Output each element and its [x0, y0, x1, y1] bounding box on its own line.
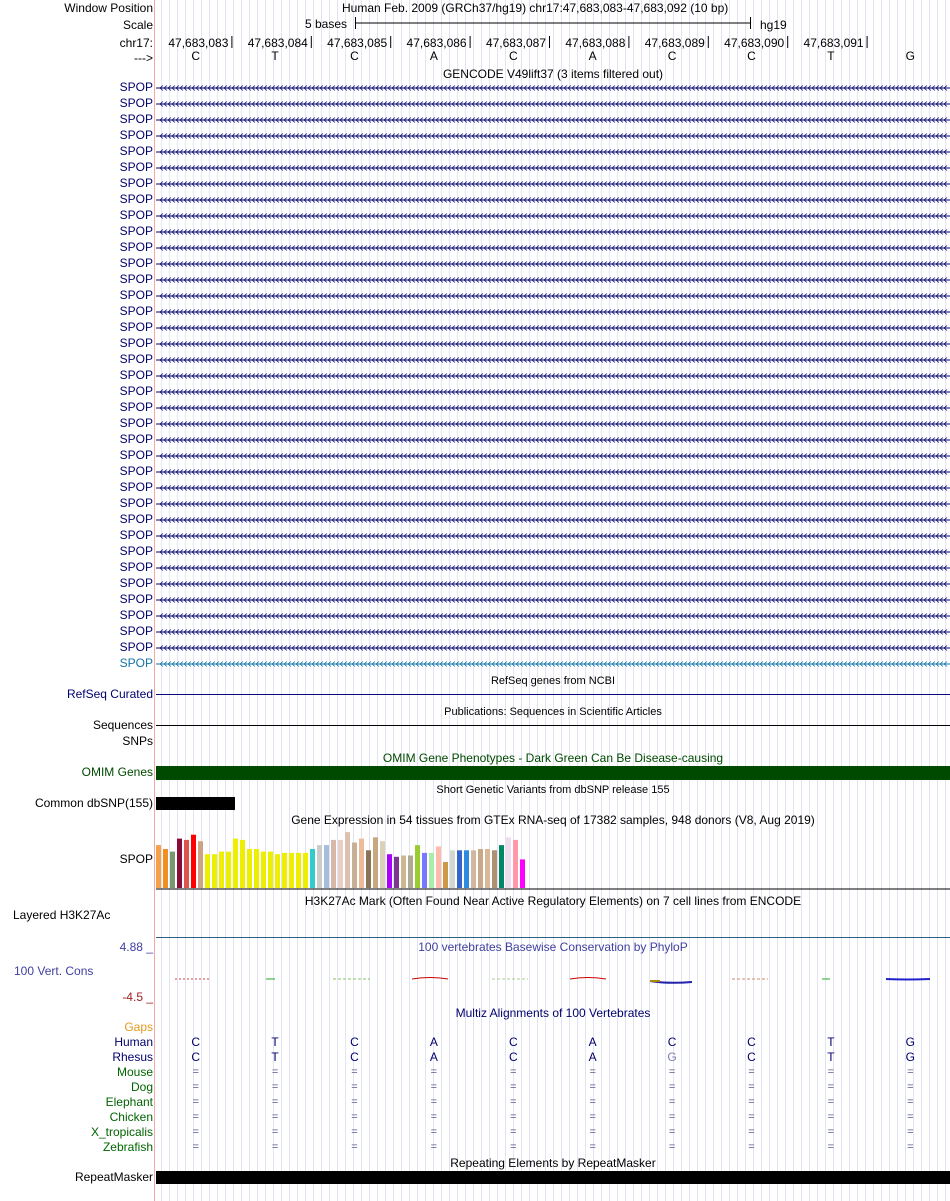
species-label[interactable]: X_tropicalis: [90, 1125, 153, 1139]
rhesus-base: T: [271, 1050, 279, 1064]
gencode-gene-label[interactable]: SPOP: [119, 464, 153, 478]
rhesus-base: C: [191, 1050, 201, 1064]
gencode-gene-label[interactable]: SPOP: [119, 416, 153, 430]
phylop-label[interactable]: 100 Vert. Cons: [14, 964, 94, 978]
gtex-tissue-bar[interactable]: [338, 840, 343, 888]
strand-label: --->: [134, 51, 153, 65]
omim-label[interactable]: OMIM Genes: [81, 765, 153, 779]
gencode-gene-label[interactable]: SPOP: [119, 592, 153, 606]
position-label: 47,683,088: [565, 36, 626, 50]
gtex-tissue-bar[interactable]: [240, 840, 245, 888]
species-label[interactable]: Zebrafish: [102, 1140, 153, 1154]
gencode-gene-label[interactable]: SPOP: [119, 112, 153, 126]
gtex-tissue-bar[interactable]: [268, 852, 273, 888]
dbsnp-label[interactable]: Common dbSNP(155): [34, 796, 153, 810]
dbsnp-variant-bar[interactable]: [156, 797, 235, 810]
alignment-match: =: [589, 1066, 596, 1078]
window-position-label: Window Position: [64, 1, 153, 15]
gencode-gene-label[interactable]: SPOP: [119, 80, 153, 94]
base-letter: G: [905, 49, 915, 63]
phylop-title: 100 vertebrates Basewise Conservation by PhyloP: [418, 940, 688, 954]
alignment-match: =: [510, 1096, 517, 1108]
omim-gene-bar[interactable]: [156, 766, 950, 780]
omim-title: OMIM Gene Phenotypes - Dark Green Can Be Disease-causing: [382, 751, 724, 765]
alignment-match: =: [907, 1141, 914, 1153]
alignment-match: =: [668, 1066, 676, 1078]
gtex-expression-bars[interactable]: [156, 832, 525, 888]
gencode-gene-label[interactable]: SPOP: [119, 608, 153, 622]
alignment-match: =: [192, 1126, 199, 1138]
gtex-tissue-bar[interactable]: [170, 852, 175, 888]
alignment-match: =: [271, 1066, 279, 1078]
gencode-gene-label[interactable]: SPOP: [119, 480, 153, 494]
gtex-tissue-bar[interactable]: [492, 850, 497, 888]
alignment-match: =: [827, 1096, 835, 1108]
base-letter: T: [827, 49, 835, 63]
alignment-match: =: [827, 1066, 835, 1078]
repeatmasker-label[interactable]: RepeatMasker: [74, 1170, 153, 1184]
gtex-tissue-bar[interactable]: [282, 853, 287, 888]
gencode-gene-label[interactable]: SPOP: [119, 624, 153, 638]
gencode-gene-label[interactable]: SPOP: [119, 208, 153, 222]
base-letter: C: [508, 49, 518, 63]
gtex-tissue-bar[interactable]: [254, 849, 259, 888]
position-label: 47,683,089: [644, 36, 705, 50]
gtex-tissue-bar[interactable]: [380, 841, 385, 888]
gtex-tissue-bar[interactable]: [415, 845, 420, 888]
gtex-tissue-bar[interactable]: [205, 854, 210, 888]
rhesus-base: T: [827, 1050, 835, 1064]
alignment-match: =: [510, 1066, 517, 1078]
alignment-match: =: [192, 1066, 199, 1078]
repeatmasker-title: Repeating Elements by RepeatMasker: [450, 1156, 656, 1170]
refseq-title: RefSeq genes from NCBI: [490, 675, 616, 687]
gaps-label[interactable]: Gaps: [124, 1020, 153, 1034]
human-base: C: [350, 1035, 359, 1049]
base-letter: C: [747, 49, 756, 63]
gtex-tissue-bar[interactable]: [401, 856, 406, 889]
phylop-min: -4.5 _: [122, 990, 153, 1004]
species-label[interactable]: Chicken: [109, 1110, 153, 1124]
gtex-tissue-bar[interactable]: [352, 843, 357, 889]
alignment-match: =: [271, 1111, 279, 1123]
alignment-match: =: [907, 1081, 914, 1093]
alignment-match: =: [351, 1066, 358, 1078]
rhesus-base: C: [747, 1050, 756, 1064]
rhesus-base: A: [429, 1050, 438, 1064]
rhesus-base: G: [905, 1050, 915, 1064]
gencode-gene-label[interactable]: SPOP: [119, 96, 153, 110]
gencode-gene-label[interactable]: SPOP: [119, 256, 153, 270]
gtex-tissue-bar[interactable]: [296, 853, 301, 888]
gtex-tissue-bar[interactable]: [464, 850, 469, 888]
alignment-match: =: [589, 1096, 596, 1108]
human-base: A: [429, 1035, 438, 1049]
alignment-match: =: [271, 1096, 279, 1108]
alignment-match: =: [668, 1081, 676, 1093]
alignment-match: =: [748, 1096, 755, 1108]
human-base: C: [667, 1035, 677, 1049]
gtex-tissue-bar[interactable]: [177, 839, 182, 888]
gtex-tissue-bar[interactable]: [163, 849, 168, 888]
gtex-tissue-bar[interactable]: [443, 862, 448, 888]
gencode-gene-label[interactable]: SPOP: [119, 384, 153, 398]
gtex-tissue-bar[interactable]: [429, 853, 434, 888]
gencode-gene-label[interactable]: SPOP: [119, 128, 153, 142]
alignment-match: =: [192, 1141, 199, 1153]
gtex-tissue-bar[interactable]: [317, 845, 322, 888]
gtex-tissue-bar[interactable]: [485, 849, 490, 888]
snps-label[interactable]: SNPs: [122, 734, 153, 748]
base-letter: C: [350, 49, 359, 63]
gencode-gene-label[interactable]: SPOP: [119, 272, 153, 286]
gtex-tissue-bar[interactable]: [366, 850, 371, 888]
position-label: 47,683,086: [406, 36, 467, 50]
alignment-match: =: [510, 1141, 517, 1153]
gencode-gene-label[interactable]: SPOP: [119, 192, 153, 206]
alignment-match: =: [589, 1081, 596, 1093]
gtex-tissue-bar[interactable]: [226, 852, 231, 888]
gtex-tissue-bar[interactable]: [408, 856, 413, 889]
gtex-tissue-bar[interactable]: [359, 839, 364, 888]
gtex-tissue-bar[interactable]: [233, 839, 238, 888]
scale-label: Scale: [122, 18, 153, 32]
alignment-match: =: [351, 1141, 358, 1153]
gtex-tissue-bar[interactable]: [156, 845, 161, 888]
alignment-match: =: [907, 1066, 914, 1078]
position-label: 47,683,085: [327, 36, 388, 50]
gencode-gene-label[interactable]: SPOP: [119, 304, 153, 318]
base-letter: C: [191, 49, 201, 63]
refseq-label[interactable]: RefSeq Curated: [66, 687, 153, 701]
alignment-match: =: [827, 1126, 835, 1138]
gtex-tissue-bar[interactable]: [345, 832, 350, 888]
gencode-gene-label[interactable]: SPOP: [119, 544, 153, 558]
gencode-gene-label[interactable]: SPOP: [119, 240, 153, 254]
position-label: 47,683,087: [485, 36, 546, 50]
alignment-match: =: [748, 1111, 755, 1123]
alignment-match: =: [351, 1096, 358, 1108]
gtex-tissue-bar[interactable]: [457, 850, 462, 888]
alignment-match: =: [192, 1111, 199, 1123]
gencode-gene-label[interactable]: SPOP: [119, 512, 153, 526]
gtex-tissue-bar[interactable]: [471, 850, 476, 888]
phylop-max: 4.88 _: [119, 940, 153, 954]
rhesus-base: C: [350, 1050, 359, 1064]
gtex-tissue-bar[interactable]: [191, 835, 196, 888]
h3k27ac-label[interactable]: Layered H3K27Ac: [13, 908, 111, 922]
alignment-match: =: [907, 1126, 914, 1138]
position-label: 47,683,090: [724, 36, 785, 50]
gtex-tissue-bar[interactable]: [198, 841, 203, 888]
species-label[interactable]: Dog: [130, 1080, 153, 1094]
alignment-match: =: [510, 1111, 517, 1123]
gtex-tissue-bar[interactable]: [513, 840, 518, 888]
gtex-tissue-bar[interactable]: [478, 849, 483, 888]
alignment-match: =: [748, 1126, 755, 1138]
publications-title: Publications: Sequences in Scientific Articles: [444, 706, 662, 718]
species-label[interactable]: Elephant: [105, 1095, 153, 1109]
gencode-gene-label[interactable]: SPOP: [119, 336, 153, 350]
alignment-match: =: [907, 1096, 914, 1108]
human-base: T: [271, 1035, 279, 1049]
gencode-gene-label[interactable]: SPOP: [119, 352, 153, 366]
gencode-gene-label[interactable]: SPOP: [119, 160, 153, 174]
alignment-match: =: [748, 1081, 755, 1093]
gtex-tissue-bar[interactable]: [331, 840, 336, 888]
gencode-gene-label[interactable]: SPOP: [119, 528, 153, 542]
gtex-label[interactable]: SPOP: [119, 852, 153, 866]
base-letter: C: [667, 49, 677, 63]
gtex-tissue-bar[interactable]: [219, 852, 224, 888]
alignment-match: =: [351, 1126, 358, 1138]
alignment-match: =: [668, 1096, 676, 1108]
phylop-conservation-graph[interactable]: [175, 978, 930, 983]
human-label[interactable]: Human: [114, 1035, 153, 1049]
human-base: T: [827, 1035, 835, 1049]
alignment-match: =: [748, 1141, 755, 1153]
gencode-title: GENCODE V49lift37 (3 items filtered out): [442, 67, 664, 81]
alignment-match: =: [668, 1126, 676, 1138]
gtex-tissue-bar[interactable]: [422, 853, 427, 888]
alignment-match: =: [668, 1111, 676, 1123]
gtex-tissue-bar[interactable]: [247, 849, 252, 888]
human-base: A: [588, 1035, 597, 1049]
scale-bar: [355, 17, 751, 29]
publications-label[interactable]: Sequences: [92, 718, 153, 732]
human-base: C: [747, 1035, 756, 1049]
base-letter: T: [271, 49, 279, 63]
species-label[interactable]: Mouse: [116, 1065, 153, 1079]
alignment-match: =: [430, 1126, 438, 1138]
scale-db: hg19: [760, 18, 787, 32]
alignment-match: =: [907, 1111, 914, 1123]
alignment-match: =: [589, 1141, 596, 1153]
alignment-match: =: [748, 1066, 755, 1078]
gencode-gene-label[interactable]: SPOP: [119, 496, 153, 510]
gtex-tissue-bar[interactable]: [506, 837, 511, 888]
position-label: 47,683,084: [247, 36, 308, 50]
alignment-match: =: [351, 1111, 358, 1123]
alignment-match: =: [430, 1096, 438, 1108]
gencode-gene-label[interactable]: SPOP: [119, 656, 153, 670]
gencode-gene-label[interactable]: SPOP: [119, 288, 153, 302]
position-label: 47,683,091: [803, 36, 864, 50]
gtex-tissue-bar[interactable]: [324, 845, 329, 888]
rhesus-base: A: [588, 1050, 597, 1064]
repeatmasker-bar[interactable]: [156, 1171, 950, 1184]
dbsnp-title: Short Genetic Variants from dbSNP release 155: [436, 784, 670, 796]
gencode-gene-label[interactable]: SPOP: [119, 176, 153, 190]
alignment-match: =: [430, 1066, 438, 1078]
alignment-match: =: [827, 1081, 835, 1093]
assembly-info: Human Feb. 2009 (GRCh37/hg19) chr17:47,683,083-47,683,092 (10 bp): [342, 1, 729, 15]
human-base: C: [191, 1035, 201, 1049]
alignment-match: =: [271, 1126, 279, 1138]
chrom-label: chr17:: [119, 36, 153, 50]
alignment-match: =: [430, 1111, 438, 1123]
rhesus-label[interactable]: Rhesus: [112, 1050, 153, 1064]
gencode-gene-label[interactable]: SPOP: [119, 432, 153, 446]
gtex-tissue-bar[interactable]: [436, 846, 441, 888]
rhesus-base: C: [508, 1050, 518, 1064]
gencode-gene-label[interactable]: SPOP: [119, 448, 153, 462]
gencode-gene-label[interactable]: SPOP: [119, 576, 153, 590]
gencode-gene-label[interactable]: SPOP: [119, 368, 153, 382]
scale-bases: 5 bases: [305, 17, 348, 31]
alignment-match: =: [271, 1081, 279, 1093]
human-base: G: [905, 1035, 915, 1049]
alignment-match: =: [192, 1081, 199, 1093]
base-letter: A: [588, 49, 597, 63]
alignment-match: =: [192, 1096, 199, 1108]
gtex-title: Gene Expression in 54 tissues from GTEx RNA-seq of 17382 samples, 948 donors (V8, Aug 2019): [291, 813, 815, 827]
alignment-match: =: [589, 1111, 596, 1123]
rhesus-base: G: [667, 1050, 677, 1064]
base-letter: A: [429, 49, 438, 63]
multiz-title: Multiz Alignments of 100 Vertebrates: [455, 1006, 651, 1020]
gencode-gene-label[interactable]: SPOP: [119, 144, 153, 158]
gtex-tissue-bar[interactable]: [212, 854, 217, 888]
alignment-match: =: [510, 1081, 517, 1093]
position-label: 47,683,083: [168, 36, 229, 50]
human-base: C: [508, 1035, 518, 1049]
gtex-tissue-bar[interactable]: [387, 854, 392, 888]
alignment-match: =: [827, 1111, 835, 1123]
alignment-match: =: [430, 1081, 438, 1093]
gtex-tissue-bar[interactable]: [261, 852, 266, 888]
alignment-match: =: [589, 1126, 596, 1138]
gencode-gene-label[interactable]: SPOP: [119, 224, 153, 238]
gencode-gene-label[interactable]: SPOP: [119, 640, 153, 654]
alignment-match: =: [430, 1141, 438, 1153]
gtex-tissue-bar[interactable]: [303, 853, 308, 888]
gtex-tissue-bar[interactable]: [275, 854, 280, 888]
gtex-tissue-bar[interactable]: [520, 859, 525, 888]
gencode-gene-label[interactable]: SPOP: [119, 560, 153, 574]
gtex-tissue-bar[interactable]: [289, 853, 294, 888]
gtex-tissue-bar[interactable]: [310, 849, 315, 888]
gencode-gene-label[interactable]: SPOP: [119, 320, 153, 334]
gencode-gene-label[interactable]: SPOP: [119, 400, 153, 414]
gtex-tissue-bar[interactable]: [184, 840, 189, 888]
alignment-match: =: [827, 1141, 835, 1153]
h3k27ac-title: H3K27Ac Mark (Often Found Near Active Regulatory Elements) on 7 cell lines from ENCODE: [304, 894, 802, 908]
alignment-match: =: [668, 1141, 676, 1153]
alignment-match: =: [271, 1141, 279, 1153]
gtex-tissue-bar[interactable]: [394, 857, 399, 888]
alignment-match: =: [351, 1081, 358, 1093]
gtex-tissue-bar[interactable]: [373, 837, 378, 888]
gtex-tissue-bar[interactable]: [499, 845, 504, 888]
alignment-match: =: [510, 1126, 517, 1138]
gtex-tissue-bar[interactable]: [450, 850, 455, 888]
